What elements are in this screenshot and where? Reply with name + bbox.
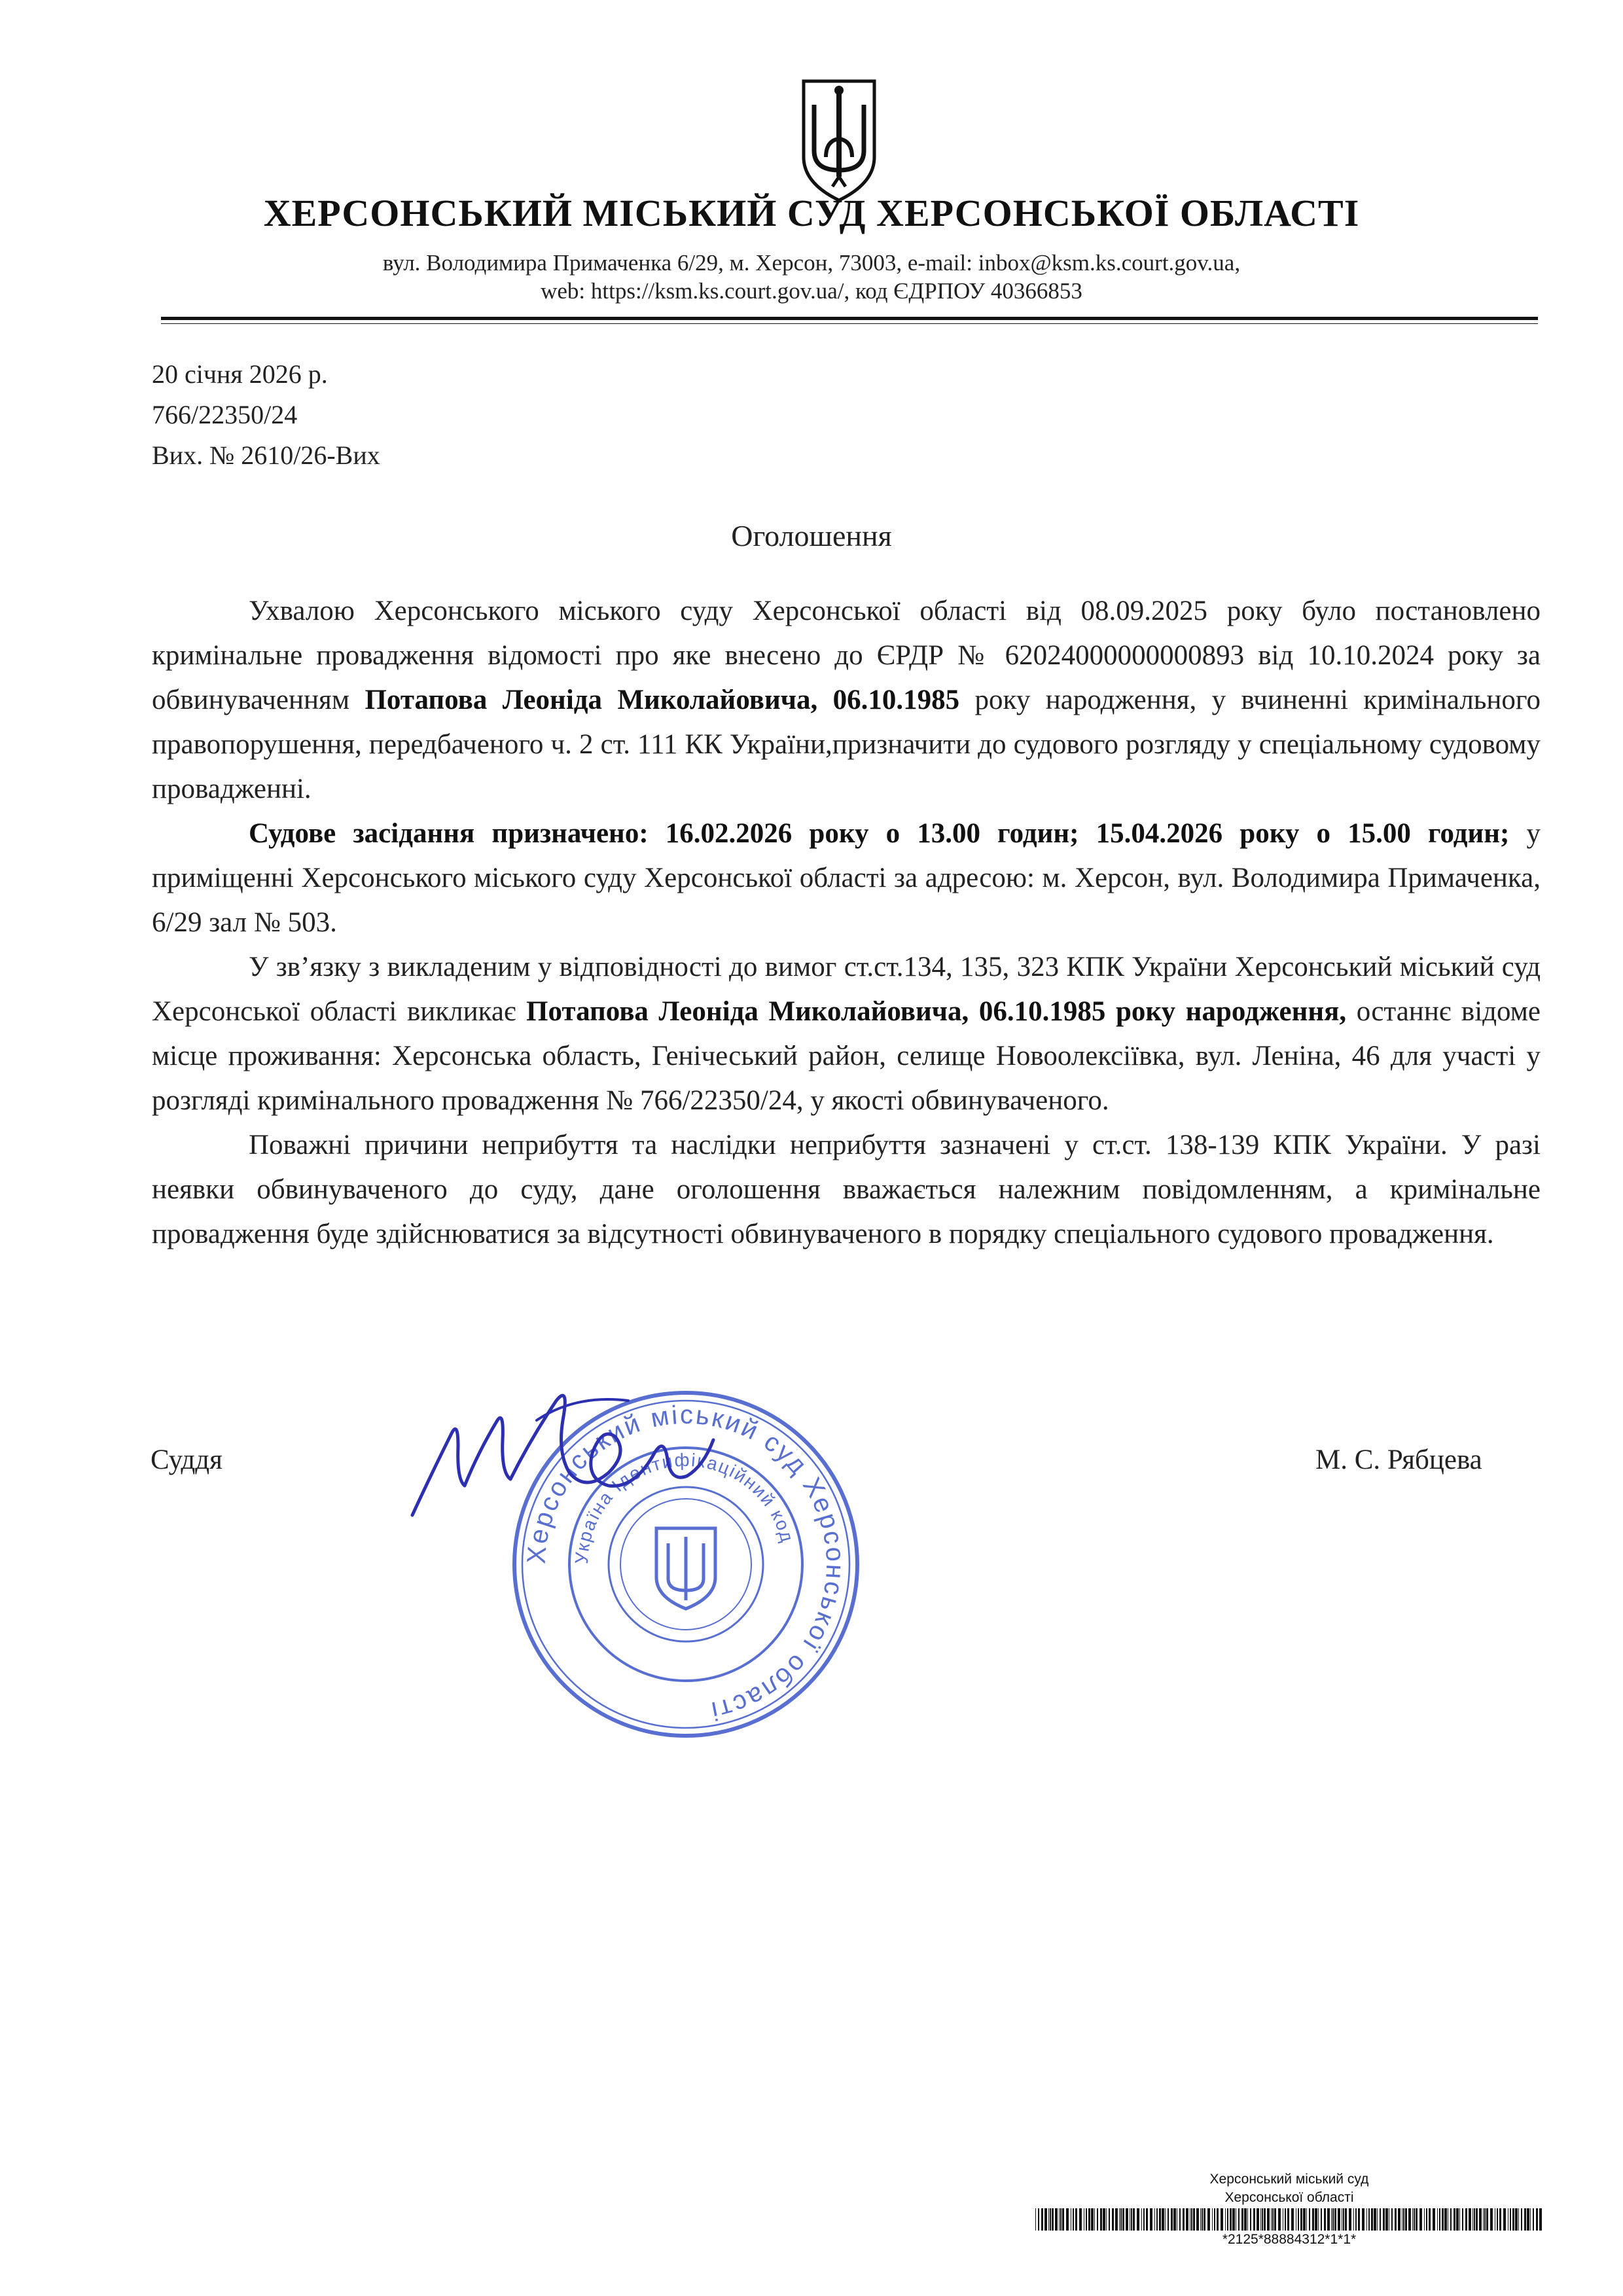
barcode-bar [1094, 2208, 1095, 2231]
barcode-bar [1154, 2208, 1155, 2231]
barcode-bar [1318, 2208, 1319, 2231]
barcode-bar [1097, 2208, 1098, 2231]
barcode-bar [1126, 2208, 1128, 2231]
barcode-bar [1355, 2208, 1357, 2231]
barcode-bar [1530, 2208, 1531, 2231]
barcode-bar [1442, 2208, 1444, 2231]
barcode-bar [1207, 2208, 1210, 2231]
barcode-bar [1200, 2208, 1201, 2231]
barcode-bar [1103, 2208, 1105, 2231]
barcode-bar [1408, 2208, 1411, 2231]
barcode-bar [1539, 2208, 1542, 2231]
barcode-bar [1143, 2208, 1145, 2231]
barcode-bar [1515, 2208, 1518, 2231]
barcode-bar [1371, 2208, 1373, 2231]
barcode-bar [1385, 2208, 1388, 2231]
paragraph-ruling: Ухвалою Херсонського міського суду Херсонської області від 08.09.2025 року було постановлено кримінальне провадження відомості про яке внесено до ЄРДР № 62024000000000893 від 10.10.2024 року за обвинуваченням Потапова Леоніда Миколайовича, 06.10.1985 року народження, у вчиненні кримінального правопорушення, передбаченого ч. 2 ст. 111 КК України,призначити до судового розгляду у спеціальному судовому провадженні. [152, 596, 1541, 804]
barcode-bar [1052, 2208, 1054, 2231]
barcode-bar [1274, 2208, 1276, 2231]
barcode-bar [1419, 2208, 1422, 2231]
barcode-bar [1202, 2208, 1203, 2231]
barcode-bar [1338, 2208, 1340, 2231]
barcode-bar [1073, 2208, 1074, 2231]
barcode-bar [1048, 2208, 1049, 2231]
barcode-bar [1230, 2208, 1232, 2231]
barcode-bar [1490, 2208, 1493, 2231]
barcode-bar [1120, 2208, 1122, 2231]
barcode-bar [1403, 2208, 1404, 2231]
judge-label: Суддя [151, 1444, 223, 1475]
barcode-bar [1398, 2208, 1400, 2231]
barcode-bar [1437, 2208, 1438, 2231]
barcode-bar [1183, 2208, 1185, 2231]
barcode-bar [1232, 2208, 1235, 2231]
barcode-bar [1426, 2208, 1427, 2231]
barcode-bar [1462, 2208, 1463, 2231]
barcode-bar [1306, 2208, 1307, 2231]
barcode-bar [1106, 2208, 1107, 2231]
document-date: 20 січня 2026 р. [152, 359, 328, 389]
barcode-bar [1374, 2208, 1376, 2231]
barcode-bar [1377, 2208, 1378, 2231]
footer-court-line-1: Херсонський міський суд [1209, 2172, 1369, 2187]
barcode-bar [1332, 2208, 1334, 2231]
barcode-bar [1238, 2208, 1240, 2231]
barcode-bar [1405, 2208, 1407, 2231]
barcode-bar [1038, 2208, 1039, 2231]
barcode-bar [1186, 2208, 1188, 2231]
barcode-bar [1349, 2208, 1351, 2231]
barcode-bar [1225, 2208, 1226, 2231]
barcode-bar [1429, 2208, 1431, 2231]
barcode-bar [1059, 2208, 1060, 2231]
barcode-bar [1062, 2208, 1064, 2231]
barcode-bar [1044, 2208, 1047, 2231]
coat-of-arms-icon [800, 79, 878, 203]
barcode-bar [1041, 2208, 1043, 2231]
barcode-bar [1479, 2208, 1482, 2231]
barcode-bar [1212, 2208, 1213, 2231]
court-contacts-line-1: вул. Володимира Примаченка 6/29, м. Херсон, 73003, e-mail: inbox@ksm.ks.court.gov.ua, [382, 250, 1241, 276]
barcode-bar [1527, 2208, 1529, 2231]
barcode-bar [1298, 2208, 1299, 2231]
header-divider-thin [161, 323, 1538, 324]
barcode-bar [1179, 2208, 1181, 2231]
barcode-bar [1424, 2208, 1425, 2231]
barcode-bar [1439, 2208, 1440, 2231]
barcode-bar [1459, 2208, 1460, 2231]
barcode-bar [1303, 2208, 1306, 2231]
barcode-bar [1262, 2208, 1263, 2231]
barcode-bar [1247, 2208, 1248, 2231]
barcode-bar [1271, 2208, 1272, 2231]
barcode-bar [1499, 2208, 1501, 2231]
barcode-bar [1312, 2208, 1314, 2231]
barcode-bar [1168, 2208, 1169, 2231]
barcode-bar [1079, 2208, 1082, 2231]
barcode-bar [1050, 2208, 1051, 2231]
hearing-dates: Судове засідання призначено: 16.02.2026 року о 13.00 годин; 15.04.2026 року о 15.00 годин; [249, 818, 1510, 849]
barcode-bar [1253, 2208, 1255, 2231]
barcode-bar [1267, 2208, 1270, 2231]
barcode-bar [1472, 2208, 1473, 2231]
barcode-bar [1291, 2208, 1294, 2231]
paragraph-summons: У зв’язку з викладеним у відповідності до вимог ст.ст.134, 135, 323 КПК України Херсонський міський суд Херсонської області викликає Потапова Леоніда Миколайовича, 06.10.1985 року народження, останнє відоме місце проживання: Херсонська область, Генічеський район, селище Новоолексіївка, вул. Леніна, 46 для участі у розгляді кримінального провадження № 766/22350/24, у якості обвинуваченого. [152, 952, 1541, 1116]
barcode-bar [1115, 2208, 1118, 2231]
barcode-bar [1091, 2208, 1094, 2231]
barcode-bar [1395, 2208, 1397, 2231]
barcode-bar [1315, 2208, 1317, 2231]
court-name: ХЕРСОНСЬКИЙ МІСЬКИЙ СУД ХЕРСОНСЬКОЇ ОБЛАСТІ [263, 192, 1360, 234]
barcode-bar [1137, 2208, 1139, 2231]
barcode-bar [1391, 2208, 1393, 2231]
barcode-bar [1173, 2208, 1176, 2231]
barcode-bar [1533, 2208, 1534, 2231]
document-title: Оголошення [731, 519, 892, 552]
barcode-bar [1368, 2208, 1370, 2231]
judge-name: М. С. Рябцева [1315, 1444, 1482, 1475]
barcode-bar [1227, 2208, 1228, 2231]
barcode-bar [1518, 2208, 1519, 2231]
barcode-bar [1345, 2208, 1347, 2231]
barcode-bar [1444, 2208, 1447, 2231]
barcode-bar [1536, 2208, 1538, 2231]
barcode-bar [1524, 2208, 1526, 2231]
barcode-bar [1133, 2208, 1135, 2231]
barcode-bar [1146, 2208, 1148, 2231]
barcode-bar [1109, 2208, 1110, 2231]
announcement-body [152, 589, 1541, 1257]
barcode-bar [1214, 2208, 1215, 2231]
barcode-bar [1193, 2208, 1195, 2231]
barcode-bar [1334, 2208, 1336, 2231]
barcode-bar [1483, 2208, 1484, 2231]
barcode-bar [1450, 2208, 1452, 2231]
court-contacts-line-2: web: https://ksm.ks.court.gov.ua/, код ЄДРПОУ 40366853 [541, 278, 1082, 304]
barcode-bar [1503, 2208, 1506, 2231]
judge-signature [406, 1374, 733, 1525]
barcode-bar [1510, 2208, 1511, 2231]
barcode-bar [1353, 2208, 1354, 2231]
paragraph-hearing: Судове засідання призначено: 16.02.2026 року о 13.00 годин; 15.04.2026 року о 15.00 годин; у приміщенні Херсонського міського суду Херсонської області за адресою: м. Херсон, вул. Володимира Примаченка, 6/29 зал № 503. [152, 818, 1541, 938]
barcode-number: *2125*88884312*1*1* [1222, 2232, 1357, 2247]
barcode-bar [1484, 2208, 1486, 2231]
barcode-bar [1075, 2208, 1077, 2231]
barcode-bar [1272, 2208, 1274, 2231]
outgoing-number: Вих. № 2610/26-Вих [152, 440, 380, 470]
barcode-bar [1086, 2208, 1087, 2231]
accused-name: Потапова Леоніда Миколайовича, 06.10.1985 [365, 685, 960, 715]
svg-text:Україна Ідентифікаційний код: Україна Ідентифікаційний код [571, 1449, 798, 1565]
barcode-bar [1162, 2208, 1164, 2231]
barcode-bar [1241, 2208, 1243, 2231]
barcode-bar [1191, 2208, 1192, 2231]
barcode-bar [1244, 2208, 1247, 2231]
barcode-bar [1217, 2208, 1219, 2231]
barcode-bar [1112, 2208, 1114, 2231]
barcode-bar [1358, 2208, 1360, 2231]
barcode-bar [1204, 2208, 1205, 2231]
barcode-bar [1383, 2208, 1385, 2231]
barcode-bar [1309, 2208, 1310, 2231]
barcode-bar [1476, 2208, 1478, 2231]
barcode-bar [1165, 2208, 1166, 2231]
barcode-bar [1486, 2208, 1488, 2231]
barcode-bar [1343, 2208, 1344, 2231]
barcode-bar [1327, 2208, 1330, 2231]
barcode-bar [1433, 2208, 1435, 2231]
case-number: 766/22350/24 [152, 400, 298, 429]
barcode-bar [1278, 2208, 1281, 2231]
barcode-bar [1366, 2208, 1367, 2231]
paragraph-consequences: Поважні причини неприбуття та наслідки неприбуття зазначені у ст.ст. 138-139 КПК України. У разі неявки обвинуваченого до суду, дане оголошення вважається належним повідомленням, а кримінальне провадження буде здійснюватися за відсутності обвинуваченого в порядку спеціального судового провадження. [152, 1130, 1541, 1249]
barcode-bar [1412, 2208, 1413, 2231]
barcode-bar [1331, 2208, 1332, 2231]
barcode-bar [1141, 2208, 1142, 2231]
barcode-bar [1260, 2208, 1261, 2231]
barcode-bar [1497, 2208, 1498, 2231]
barcode-bar [1321, 2208, 1322, 2231]
barcode-bar [1257, 2208, 1259, 2231]
barcode-bar [1469, 2208, 1471, 2231]
barcode-bar [1250, 2208, 1251, 2231]
barcode-bar [1122, 2208, 1124, 2231]
barcode-bar [1088, 2208, 1090, 2231]
barcode-bar [1131, 2208, 1132, 2231]
barcode-bar [1465, 2208, 1467, 2231]
barcode-bar [1060, 2208, 1061, 2231]
barcode-bar [1414, 2208, 1415, 2231]
barcode-bar [1287, 2208, 1289, 2231]
barcode-bar [1474, 2208, 1475, 2231]
barcode-bar [1416, 2208, 1418, 2231]
barcode-bar [1150, 2208, 1152, 2231]
barcode-bar [1159, 2208, 1161, 2231]
header-divider [161, 317, 1538, 320]
barcode-bar [1456, 2208, 1459, 2231]
barcode [1034, 2208, 1544, 2231]
barcode-bar [1324, 2208, 1326, 2231]
barcode-bar [1066, 2208, 1069, 2231]
svg-text:Херсонський міський суд Херсон: Херсонський міський суд Херсонської області [522, 1400, 850, 1726]
accused-name-birth: Потапова Леоніда Миколайовича, 06.10.1985 року народження, [526, 996, 1347, 1027]
barcode-bar [1362, 2208, 1364, 2231]
barcode-bar [1221, 2208, 1223, 2231]
barcode-bar [1512, 2208, 1514, 2231]
barcode-bar [1055, 2208, 1058, 2231]
barcode-bar [1521, 2208, 1522, 2231]
barcode-bar [1196, 2208, 1199, 2231]
barcode-bar [1156, 2208, 1158, 2231]
barcode-bar [1285, 2208, 1286, 2231]
barcode-bar [1300, 2208, 1302, 2231]
barcode-bar [1380, 2208, 1381, 2231]
barcode-bar [1171, 2208, 1173, 2231]
barcode-bar [1119, 2208, 1120, 2231]
barcode-bar [1264, 2208, 1266, 2231]
barcode-bar [1454, 2208, 1455, 2231]
barcode-bar [1035, 2208, 1036, 2231]
footer-court-line-2: Херсонської області [1224, 2190, 1354, 2205]
barcode-bar [1100, 2208, 1102, 2231]
